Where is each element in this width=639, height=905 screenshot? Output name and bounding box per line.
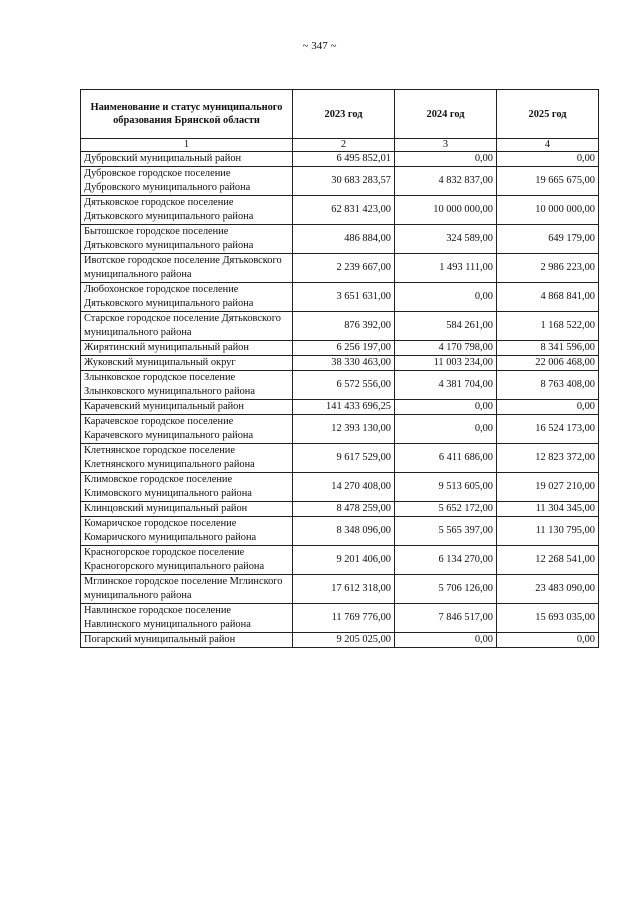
- table-row: [81, 502, 599, 517]
- value-2025: 19 665 675,00: [497, 167, 599, 196]
- value-2023: 6 495 852,01: [293, 152, 395, 167]
- value-2023: 6 256 197,00: [293, 341, 395, 356]
- table-row: [81, 152, 599, 167]
- value-2024: 9 513 605,00: [395, 473, 497, 502]
- value-2024: 5 652 172,00: [395, 502, 497, 517]
- value-2025: 8 341 596,00: [497, 341, 599, 356]
- municipality-name: Клетнянское городское поселение Клетнянского муниципального района: [81, 444, 293, 473]
- value-2025: 10 000 000,00: [497, 196, 599, 225]
- table-row: [81, 604, 599, 633]
- municipality-name: Клинцовский муниципальный район: [81, 502, 293, 517]
- value-2025: 4 868 841,00: [497, 283, 599, 312]
- value-2024: 0,00: [395, 283, 497, 312]
- value-2023: 62 831 423,00: [293, 196, 395, 225]
- table-row: [81, 444, 599, 473]
- value-2024: 324 589,00: [395, 225, 497, 254]
- header-2023: 2023 год: [293, 90, 395, 139]
- value-2025: 15 693 035,00: [497, 604, 599, 633]
- header-row: [81, 90, 599, 139]
- value-2024: 7 846 517,00: [395, 604, 497, 633]
- value-2023: 38 330 463,00: [293, 356, 395, 371]
- value-2024: 0,00: [395, 400, 497, 415]
- value-2023: 8 348 096,00: [293, 517, 395, 546]
- value-2023: 6 572 556,00: [293, 371, 395, 400]
- value-2025: 0,00: [497, 633, 599, 648]
- value-2025: 16 524 173,00: [497, 415, 599, 444]
- municipality-name: Дубровский муниципальный район: [81, 152, 293, 167]
- value-2024: 0,00: [395, 415, 497, 444]
- column-index-row: [81, 139, 599, 152]
- value-2024: 5 565 397,00: [395, 517, 497, 546]
- municipality-name: Жирятинский муниципальный район: [81, 341, 293, 356]
- table-row: [81, 312, 599, 341]
- municipality-name: Старское городское поселение Дятьковского муниципального района: [81, 312, 293, 341]
- table-row: [81, 371, 599, 400]
- value-2024: 5 706 126,00: [395, 575, 497, 604]
- value-2025: 8 763 408,00: [497, 371, 599, 400]
- column-index-3: 3: [395, 139, 497, 152]
- value-2024: 0,00: [395, 633, 497, 648]
- value-2025: 649 179,00: [497, 225, 599, 254]
- municipality-name: Любохонское городское поселение Дятьковского муниципального района: [81, 283, 293, 312]
- column-index-4: 4: [497, 139, 599, 152]
- value-2023: 30 683 283,57: [293, 167, 395, 196]
- value-2023: 8 478 259,00: [293, 502, 395, 517]
- table-row: [81, 400, 599, 415]
- page-number: ~ 347 ~: [302, 40, 337, 52]
- table-row: [81, 225, 599, 254]
- header-2024: 2024 год: [395, 90, 497, 139]
- table-row: [81, 167, 599, 196]
- value-2025: 0,00: [497, 152, 599, 167]
- value-2023: 486 884,00: [293, 225, 395, 254]
- municipality-name: Комаричское городское поселение Комаричского муниципального района: [81, 517, 293, 546]
- table-row: [81, 473, 599, 502]
- table-row: [81, 575, 599, 604]
- value-2023: 141 433 696,25: [293, 400, 395, 415]
- table-row: [81, 356, 599, 371]
- value-2024: 6 134 270,00: [395, 546, 497, 575]
- value-2025: 11 304 345,00: [497, 502, 599, 517]
- value-2025: 23 483 090,00: [497, 575, 599, 604]
- value-2025: 11 130 795,00: [497, 517, 599, 546]
- table-row: [81, 341, 599, 356]
- value-2025: 12 823 372,00: [497, 444, 599, 473]
- budget-table: [80, 89, 599, 648]
- value-2023: 12 393 130,00: [293, 415, 395, 444]
- value-2023: 9 201 406,00: [293, 546, 395, 575]
- municipality-name: Жуковский муниципальный округ: [81, 356, 293, 371]
- municipality-name: Злынковское городское поселение Злынковского муниципального района: [81, 371, 293, 400]
- header-2025: 2025 год: [497, 90, 599, 139]
- value-2025: 12 268 541,00: [497, 546, 599, 575]
- column-index-1: 1: [81, 139, 293, 152]
- table-row: [81, 546, 599, 575]
- column-index-2: 2: [293, 139, 395, 152]
- value-2024: 11 003 234,00: [395, 356, 497, 371]
- municipality-name: Климовское городское поселение Климовского муниципального района: [81, 473, 293, 502]
- value-2025: 22 006 468,00: [497, 356, 599, 371]
- municipality-name: Дубровское городское поселение Дубровского муниципального района: [81, 167, 293, 196]
- table-body: [81, 152, 599, 648]
- municipality-name: Карачевское городское поселение Карачевского муниципального района: [81, 415, 293, 444]
- table-row: [81, 254, 599, 283]
- value-2023: 17 612 318,00: [293, 575, 395, 604]
- value-2023: 2 239 667,00: [293, 254, 395, 283]
- value-2024: 4 381 704,00: [395, 371, 497, 400]
- municipality-name: Красногорское городское поселение Красногорского муниципального района: [81, 546, 293, 575]
- municipality-name: Мглинское городское поселение Мглинского муниципального района: [81, 575, 293, 604]
- value-2023: 9 205 025,00: [293, 633, 395, 648]
- value-2023: 14 270 408,00: [293, 473, 395, 502]
- value-2024: 4 170 798,00: [395, 341, 497, 356]
- municipality-name: Дятьковское городское поселение Дятьковского муниципального района: [81, 196, 293, 225]
- value-2025: 2 986 223,00: [497, 254, 599, 283]
- value-2025: 0,00: [497, 400, 599, 415]
- value-2024: 10 000 000,00: [395, 196, 497, 225]
- table-header: [81, 90, 599, 152]
- header-name: Наименование и статус муниципального образования Брянской области: [81, 90, 293, 139]
- municipality-name: Ивотское городское поселение Дятьковского муниципального района: [81, 254, 293, 283]
- value-2023: 9 617 529,00: [293, 444, 395, 473]
- table-row: [81, 517, 599, 546]
- municipality-name: Бытошское городское поселение Дятьковского муниципального района: [81, 225, 293, 254]
- municipality-name: Погарский муниципальный район: [81, 633, 293, 648]
- table-row: [81, 196, 599, 225]
- table-row: [81, 633, 599, 648]
- value-2024: 6 411 686,00: [395, 444, 497, 473]
- value-2023: 11 769 776,00: [293, 604, 395, 633]
- municipality-name: Навлинское городское поселение Навлинского муниципального района: [81, 604, 293, 633]
- value-2023: 3 651 631,00: [293, 283, 395, 312]
- value-2023: 876 392,00: [293, 312, 395, 341]
- value-2025: 1 168 522,00: [497, 312, 599, 341]
- municipality-name: Карачевский муниципальный район: [81, 400, 293, 415]
- value-2025: 19 027 210,00: [497, 473, 599, 502]
- value-2024: 4 832 837,00: [395, 167, 497, 196]
- value-2024: 584 261,00: [395, 312, 497, 341]
- table-row: [81, 415, 599, 444]
- value-2024: 1 493 111,00: [395, 254, 497, 283]
- table-row: [81, 283, 599, 312]
- value-2024: 0,00: [395, 152, 497, 167]
